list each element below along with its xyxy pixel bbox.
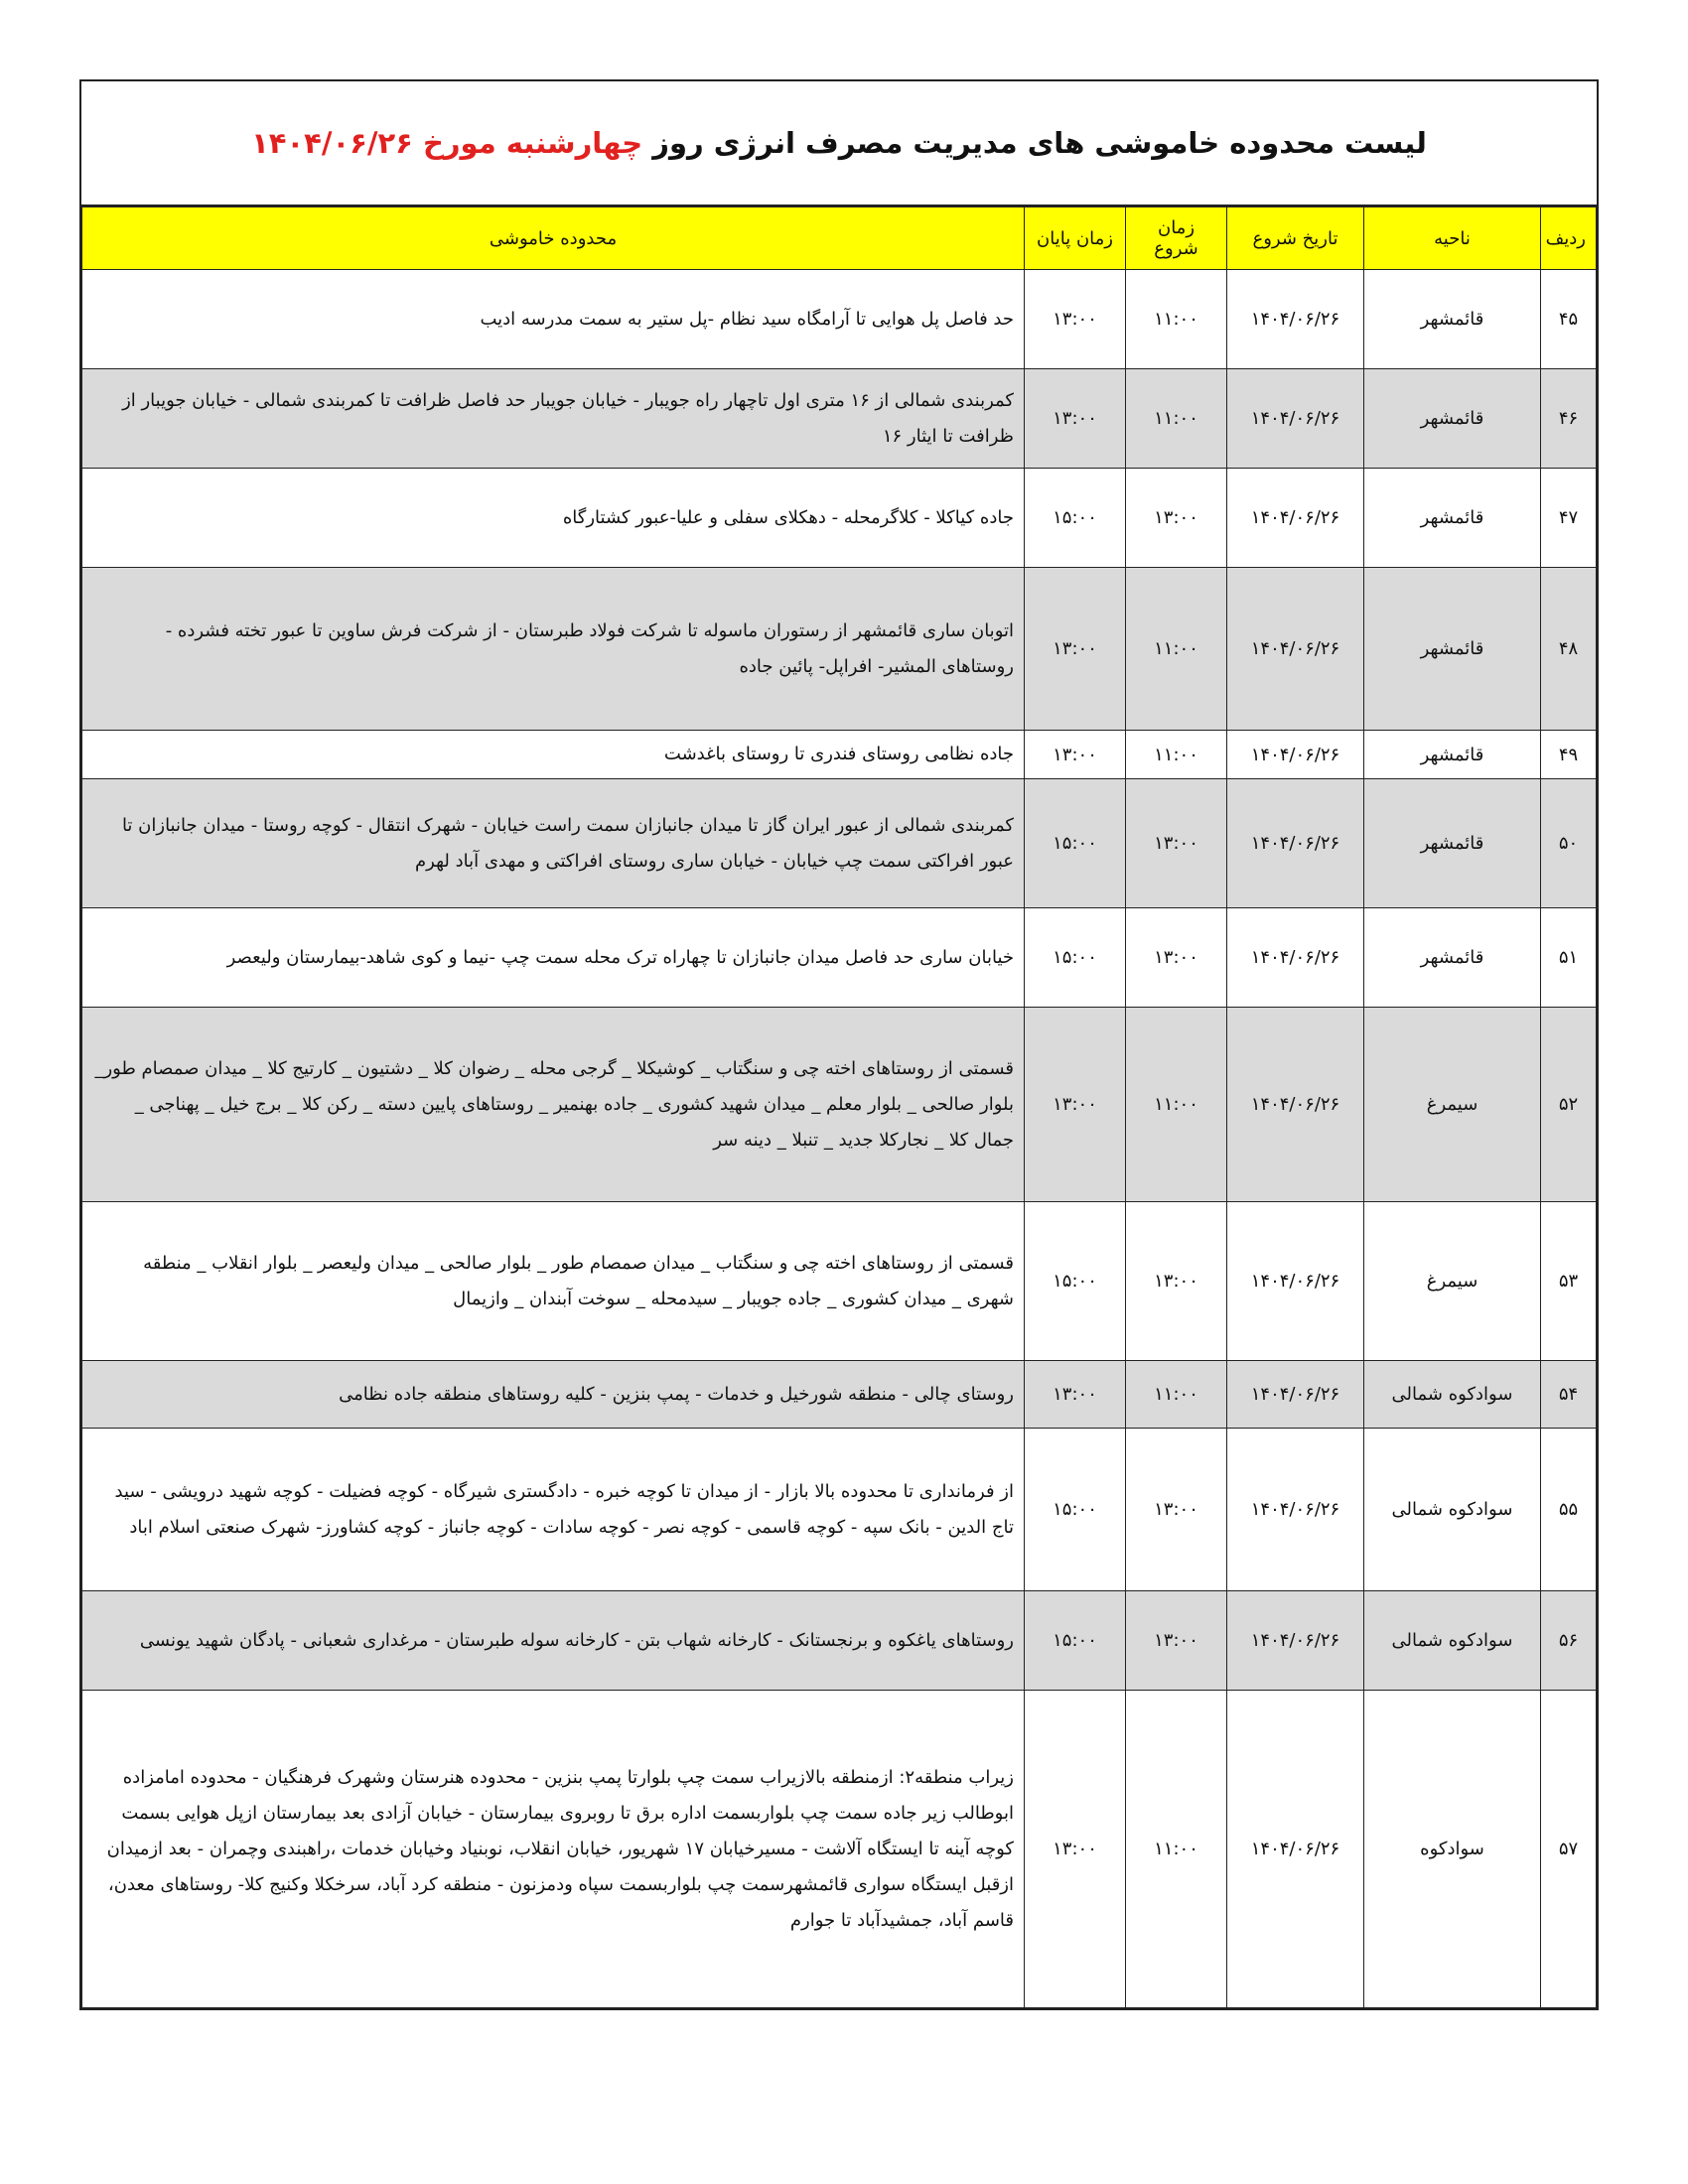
outage-table xyxy=(81,206,1597,2008)
cell-start-date: ۱۴۰۴/۰۶/۲۶ xyxy=(1227,731,1364,779)
cell-row-number: ۵۵ xyxy=(1541,1429,1597,1591)
cell-end-time: ۱۳:۰۰ xyxy=(1025,568,1126,731)
title-bar xyxy=(81,81,1597,206)
cell-outage-area: اتوبان ساری قائمشهر از رستوران ماسوله تا شرکت فولاد طبرستان - از شرکت فرش ساوین تا عبور تخته فشرده - روستاهای المشیر- افراپل- پائین جاده xyxy=(82,568,1025,731)
cell-end-time: ۱۳:۰۰ xyxy=(1025,731,1126,779)
cell-end-time: ۱۳:۰۰ xyxy=(1025,1008,1126,1202)
cell-end-time: ۱۵:۰۰ xyxy=(1025,908,1126,1008)
cell-start-date: ۱۴۰۴/۰۶/۲۶ xyxy=(1227,1202,1364,1361)
cell-end-time: ۱۳:۰۰ xyxy=(1025,1361,1126,1429)
table-row xyxy=(82,568,1597,731)
cell-end-time: ۱۳:۰۰ xyxy=(1025,270,1126,369)
cell-row-number: ۴۷ xyxy=(1541,469,1597,568)
cell-start-time: ۱۱:۰۰ xyxy=(1126,1008,1227,1202)
cell-row-number: ۵۳ xyxy=(1541,1202,1597,1361)
table-row xyxy=(82,1591,1597,1691)
header-end-time: زمان پایان xyxy=(1025,207,1126,270)
cell-start-date: ۱۴۰۴/۰۶/۲۶ xyxy=(1227,568,1364,731)
cell-outage-area: کمربندی شمالی از عبور ایران گاز تا میدان جانبازان سمت راست خیابان - شهرک انتقال - کوچه روستا - میدان جانبازان تا عبور افراکتی سمت چپ خیابان - خیابان ساری روستای افراکتی و مهدی آباد لهرم xyxy=(82,779,1025,908)
cell-end-time: ۱۵:۰۰ xyxy=(1025,1591,1126,1691)
header-start-date: تاریخ شروع xyxy=(1227,207,1364,270)
cell-start-time: ۱۱:۰۰ xyxy=(1126,1691,1227,2008)
title-prefix: لیست محدوده خاموشی های مدیریت مصرف انرژی روز xyxy=(642,126,1427,160)
cell-district: قائمشهر xyxy=(1364,270,1541,369)
table-row xyxy=(82,469,1597,568)
table-row xyxy=(82,1429,1597,1591)
header-outage-area: محدوده خاموشی xyxy=(82,207,1025,270)
cell-start-time: ۱۱:۰۰ xyxy=(1126,270,1227,369)
cell-row-number: ۵۰ xyxy=(1541,779,1597,908)
cell-start-date: ۱۴۰۴/۰۶/۲۶ xyxy=(1227,908,1364,1008)
header-district: ناحیه xyxy=(1364,207,1541,270)
cell-outage-area: روستاهای یاغکوه و برنجستانک - کارخانه شهاب بتن - کارخانه سوله طبرستان - مرغداری شعبانی - پادگان شهید یونسی xyxy=(82,1591,1025,1691)
cell-start-time: ۱۳:۰۰ xyxy=(1126,908,1227,1008)
cell-row-number: ۴۶ xyxy=(1541,369,1597,469)
cell-district: قائمشهر xyxy=(1364,469,1541,568)
cell-district: سوادکوه شمالی xyxy=(1364,1361,1541,1429)
cell-district: سیمرغ xyxy=(1364,1008,1541,1202)
cell-outage-area: کمربندی شمالی از ۱۶ متری اول تاچهار راه جویبار - خیابان جویبار حد فاصل ظرافت تا کمربندی شمالی - خیابان جویبار از ظرافت تا ایثار ۱۶ xyxy=(82,369,1025,469)
cell-start-time: ۱۱:۰۰ xyxy=(1126,568,1227,731)
cell-end-time: ۱۳:۰۰ xyxy=(1025,369,1126,469)
table-header-row xyxy=(82,207,1597,270)
cell-district: قائمشهر xyxy=(1364,369,1541,469)
cell-start-date: ۱۴۰۴/۰۶/۲۶ xyxy=(1227,1591,1364,1691)
cell-row-number: ۵۲ xyxy=(1541,1008,1597,1202)
cell-start-time: ۱۳:۰۰ xyxy=(1126,1429,1227,1591)
table-row xyxy=(82,908,1597,1008)
table-row xyxy=(82,1008,1597,1202)
cell-start-date: ۱۴۰۴/۰۶/۲۶ xyxy=(1227,1361,1364,1429)
cell-district: قائمشهر xyxy=(1364,731,1541,779)
cell-district: سوادکوه شمالی xyxy=(1364,1591,1541,1691)
table-row xyxy=(82,731,1597,779)
outage-sheet xyxy=(79,79,1599,2010)
cell-district: سوادکوه شمالی xyxy=(1364,1429,1541,1591)
cell-start-date: ۱۴۰۴/۰۶/۲۶ xyxy=(1227,270,1364,369)
cell-end-time: ۱۵:۰۰ xyxy=(1025,469,1126,568)
cell-start-date: ۱۴۰۴/۰۶/۲۶ xyxy=(1227,779,1364,908)
title-date: چهارشنبه مورخ ۱۴۰۴/۰۶/۲۶ xyxy=(251,126,643,160)
cell-start-time: ۱۱:۰۰ xyxy=(1126,1361,1227,1429)
cell-start-date: ۱۴۰۴/۰۶/۲۶ xyxy=(1227,1429,1364,1591)
table-row xyxy=(82,1691,1597,2008)
cell-start-time: ۱۳:۰۰ xyxy=(1126,779,1227,908)
cell-start-date: ۱۴۰۴/۰۶/۲۶ xyxy=(1227,1691,1364,2008)
cell-end-time: ۱۳:۰۰ xyxy=(1025,1691,1126,2008)
cell-outage-area: جاده کیاکلا - کلاگرمحله - دهکلای سفلی و علیا-عبور کشتارگاه xyxy=(82,469,1025,568)
cell-district: سیمرغ xyxy=(1364,1202,1541,1361)
cell-district: قائمشهر xyxy=(1364,908,1541,1008)
cell-row-number: ۴۵ xyxy=(1541,270,1597,369)
page-title xyxy=(251,126,1427,160)
header-row-number: ردیف xyxy=(1541,207,1597,270)
table-row xyxy=(82,270,1597,369)
cell-end-time: ۱۵:۰۰ xyxy=(1025,1429,1126,1591)
cell-district: قائمشهر xyxy=(1364,779,1541,908)
cell-row-number: ۵۷ xyxy=(1541,1691,1597,2008)
header-start-time: زمان شروع xyxy=(1126,207,1227,270)
cell-end-time: ۱۵:۰۰ xyxy=(1025,1202,1126,1361)
cell-start-time: ۱۳:۰۰ xyxy=(1126,1591,1227,1691)
cell-start-date: ۱۴۰۴/۰۶/۲۶ xyxy=(1227,469,1364,568)
cell-row-number: ۵۶ xyxy=(1541,1591,1597,1691)
cell-outage-area: زیراب منطقه۲: ازمنطقه بالازیراب سمت چپ بلوارتا پمپ بنزین - محدوده هنرستان وشهرک فرهنگیان - محدوده امامزاده ابوطالب زیر جاده سمت چپ بلواربسمت اداره برق تا روبروی بیمارستان - خیابان آزادی بعد بیمارستان ازپل هوایی بسمت کوچه آینه تا ایستگاه آلاشت - مسیرخیابان ۱۷ شهریور، خیابان انقلاب، نوبنیاد وخیابان خدمات ،راهبندی وچمران - بعد ازمیدان ازقبل ایستگاه سواری قائمشهرسمت چپ بلواربسمت سپاه ودمزنون - منطقه کرد آباد، سرخکلا وکنیج کلا- روستاهای معدن، قاسم آباد، جمشیدآباد تا جوارم xyxy=(82,1691,1025,2008)
cell-start-time: ۱۳:۰۰ xyxy=(1126,1202,1227,1361)
table-row xyxy=(82,1202,1597,1361)
cell-end-time: ۱۵:۰۰ xyxy=(1025,779,1126,908)
cell-row-number: ۴۹ xyxy=(1541,731,1597,779)
cell-outage-area: حد فاصل پل هوایی تا آرامگاه سید نظام -پل ستیر به سمت مدرسه ادیب xyxy=(82,270,1025,369)
cell-district: سوادکوه xyxy=(1364,1691,1541,2008)
cell-district: قائمشهر xyxy=(1364,568,1541,731)
table-row xyxy=(82,369,1597,469)
cell-row-number: ۵۴ xyxy=(1541,1361,1597,1429)
cell-start-date: ۱۴۰۴/۰۶/۲۶ xyxy=(1227,1008,1364,1202)
cell-outage-area: قسمتی از روستاهای اخته چی و سنگتاب _ کوشیکلا _ گرجی محله _ رضوان کلا _ دشتیون _ کارتیج کلا _ میدان صمصام طور_ بلوار صالحی _ بلوار معلم _ میدان شهید کشوری _ جاده بهنمیر _ روستاهای پایین دسته _ رکن کلا _ برج خیل _ پهناجی _ جمال کلا _ نجارکلا جدید _ تنبلا _ دینه سر xyxy=(82,1008,1025,1202)
cell-start-time: ۱۱:۰۰ xyxy=(1126,369,1227,469)
cell-outage-area: قسمتی از روستاهای اخته چی و سنگتاب _ میدان صمصام طور _ بلوار صالحی _ میدان ولیعصر _ بلوار انقلاب _ منطقه شهری _ میدان کشوری _ جاده جویبار _ سیدمحله _ سوخت آبندان _ وازیمال xyxy=(82,1202,1025,1361)
cell-outage-area: خیابان ساری حد فاصل میدان جانبازان تا چهاراه ترک محله سمت چپ -نیما و کوی شاهد-بیمارستان ولیعصر xyxy=(82,908,1025,1008)
cell-outage-area: روستای چالی - منطقه شورخیل و خدمات - پمپ بنزین - کلیه روستاهای منطقه جاده نظامی xyxy=(82,1361,1025,1429)
cell-row-number: ۵۱ xyxy=(1541,908,1597,1008)
table-row xyxy=(82,779,1597,908)
cell-start-time: ۱۳:۰۰ xyxy=(1126,469,1227,568)
cell-start-date: ۱۴۰۴/۰۶/۲۶ xyxy=(1227,369,1364,469)
cell-outage-area: از فرمانداری تا محدوده بالا بازار - از میدان تا کوچه خبره - دادگستری شیرگاه - کوچه فضیلت - کوچه شهید درویشی - سید تاج الدین - بانک سپه - کوچه قاسمی - کوچه نصر - کوچه سادات - کوچه جانباز - کوچه کشاورز- شهرک صنعتی اسلام اباد xyxy=(82,1429,1025,1591)
table-row xyxy=(82,1361,1597,1429)
cell-outage-area: جاده نظامی روستای فندری تا روستای باغدشت xyxy=(82,731,1025,779)
cell-row-number: ۴۸ xyxy=(1541,568,1597,731)
cell-start-time: ۱۱:۰۰ xyxy=(1126,731,1227,779)
